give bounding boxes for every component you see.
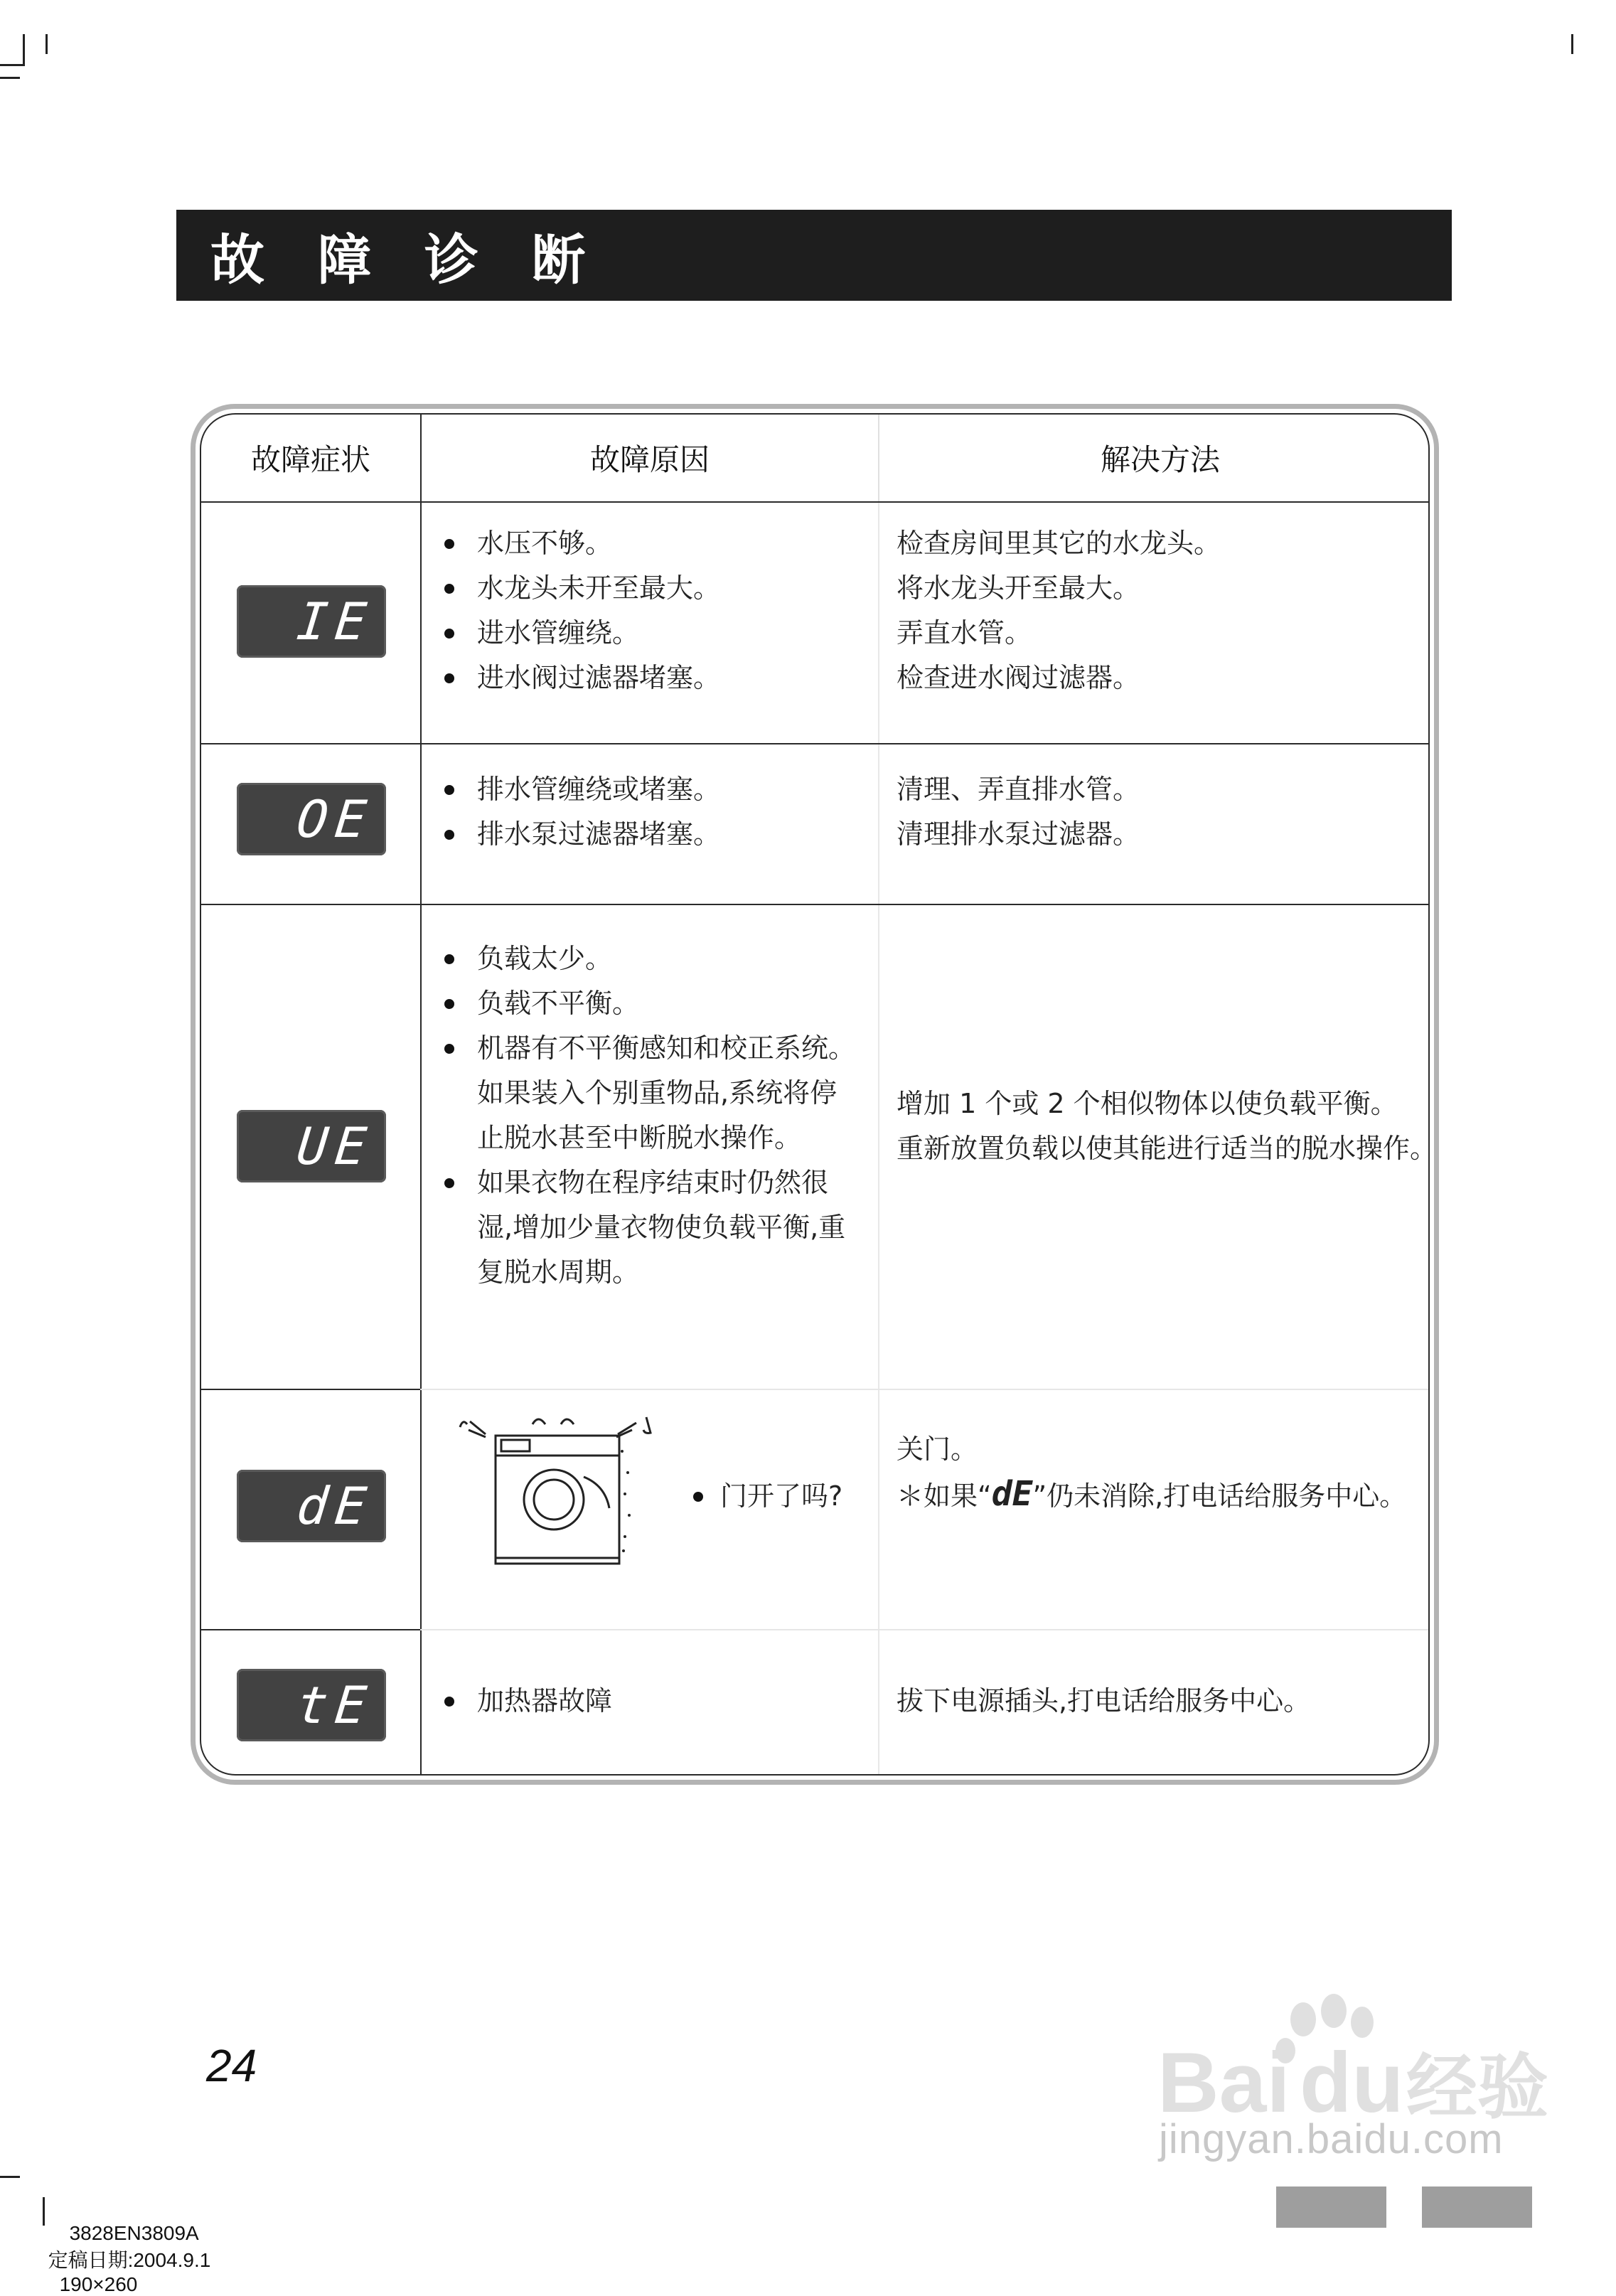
list-item: 负载不平衡。 — [442, 981, 861, 1026]
cause-cell — [442, 521, 861, 700]
solution-line: 清理、弄直排水管。 — [897, 774, 1140, 805]
list-item: 排水管缠绕或堵塞。 — [442, 767, 861, 812]
header-symptom: 故障症状 — [250, 442, 370, 477]
solution-suffix: ”仍未消除,打电话给服务中心。 — [1032, 1480, 1407, 1512]
footer-size: 190×260 — [59, 2273, 138, 2295]
solution-line: 拔下电源插头,打电话给服务中心。 — [897, 1685, 1311, 1716]
header-cause: 故障原因 — [589, 442, 710, 477]
solution-line: 增加 1 个或 2 个相似物体以使负载平衡。 — [897, 1088, 1398, 1119]
header-solution: 解决方法 — [1100, 442, 1220, 477]
error-display-ie — [237, 585, 386, 658]
list-item: 排水泵过滤器堵塞。 — [442, 812, 861, 857]
crop-mark — [43, 2197, 45, 2226]
crop-mark — [0, 2176, 20, 2178]
registration-swatch — [1276, 2186, 1386, 2228]
solution-line — [897, 1472, 1437, 1519]
svg-text:du: du — [1300, 2035, 1404, 2130]
svg-text:Bai: Bai — [1157, 2035, 1290, 2130]
cause-cell — [690, 1474, 877, 1519]
row-divider — [201, 904, 1428, 905]
crop-mark — [1571, 34, 1573, 54]
crop-mark — [0, 64, 25, 66]
solution-line: 弄直水管。 — [897, 617, 1032, 648]
solution-line: 检查房间里其它的水龙头。 — [897, 528, 1221, 559]
list-item: 加热器故障 — [442, 1679, 861, 1724]
list-item: 门开了吗? — [690, 1474, 877, 1519]
row-divider — [201, 1389, 420, 1390]
row-divider — [201, 1629, 420, 1630]
error-display-de — [237, 1470, 386, 1542]
page-title: 故 障 诊 断 — [210, 228, 603, 292]
footer-doc-id: 3828EN3809A — [69, 2222, 199, 2244]
error-code: OE — [294, 789, 377, 849]
solution-line: 重新放置负载以使其能进行适当的脱水操作。 — [897, 1133, 1438, 1164]
cause-list — [442, 767, 861, 857]
watermark-url: jingyan.baidu.com — [1159, 2116, 1504, 2162]
troubleshooting-table — [191, 404, 1439, 1785]
list-item: 进水阀过滤器堵塞。 — [442, 656, 861, 700]
solution-cell — [897, 767, 1437, 857]
cause-cell — [442, 1679, 861, 1724]
error-code: UE — [294, 1116, 377, 1176]
cause-list — [442, 521, 861, 700]
list-item: 负载太少。 — [442, 936, 861, 981]
row-divider — [201, 501, 1428, 503]
solution-cell — [897, 521, 1437, 700]
solution-line: 关门。 — [897, 1433, 978, 1465]
error-display-ue — [237, 1110, 386, 1182]
inline-error-code: dE — [991, 1474, 1033, 1514]
title-bar — [176, 210, 1452, 301]
error-display-te — [237, 1669, 386, 1741]
column-divider — [878, 501, 879, 1774]
list-item: 水压不够。 — [442, 521, 861, 566]
cause-list — [442, 1679, 861, 1724]
error-code: IE — [294, 592, 377, 651]
crop-mark — [0, 77, 20, 79]
list-item: 机器有不平衡感知和校正系统。如果装入个别重物品,系统将停止脱水甚至中断脱水操作。 — [442, 1026, 861, 1160]
list-item: 进水管缠绕。 — [442, 611, 861, 656]
solution-line: 清理排水泵过滤器。 — [897, 818, 1140, 850]
cause-cell — [442, 936, 861, 1295]
solution-cell — [897, 1082, 1444, 1171]
cause-list — [442, 936, 861, 1295]
page-number: 24 — [206, 2040, 257, 2091]
solution-cell — [897, 1679, 1437, 1724]
footer-date: 定稿日期:2004.9.1 — [48, 2249, 211, 2271]
error-code: dE — [294, 1476, 377, 1536]
crop-mark — [23, 34, 25, 65]
list-item: 如果衣物在程序结束时仍然很湿,增加少量衣物使负载平衡,重复脱水周期。 — [442, 1160, 861, 1295]
crop-mark — [46, 34, 48, 54]
list-item: 水龙头未开至最大。 — [442, 566, 861, 611]
cause-list — [690, 1474, 877, 1519]
svg-text:经验: 经验 — [1406, 2046, 1548, 2129]
registration-swatch — [1422, 2186, 1532, 2228]
solution-cell — [897, 1427, 1437, 1519]
error-code: tE — [294, 1675, 377, 1735]
cause-cell — [442, 767, 861, 857]
row-divider — [201, 743, 1428, 744]
solution-line: 将水龙头开至最大。 — [897, 572, 1140, 604]
error-display-oe — [237, 783, 386, 855]
column-divider — [420, 415, 422, 1774]
washing-machine-door-open-icon — [454, 1409, 675, 1572]
solution-line: 检查进水阀过滤器。 — [897, 662, 1140, 693]
solution-prefix: ＊如果“ — [897, 1480, 992, 1512]
table-body — [200, 413, 1438, 1776]
